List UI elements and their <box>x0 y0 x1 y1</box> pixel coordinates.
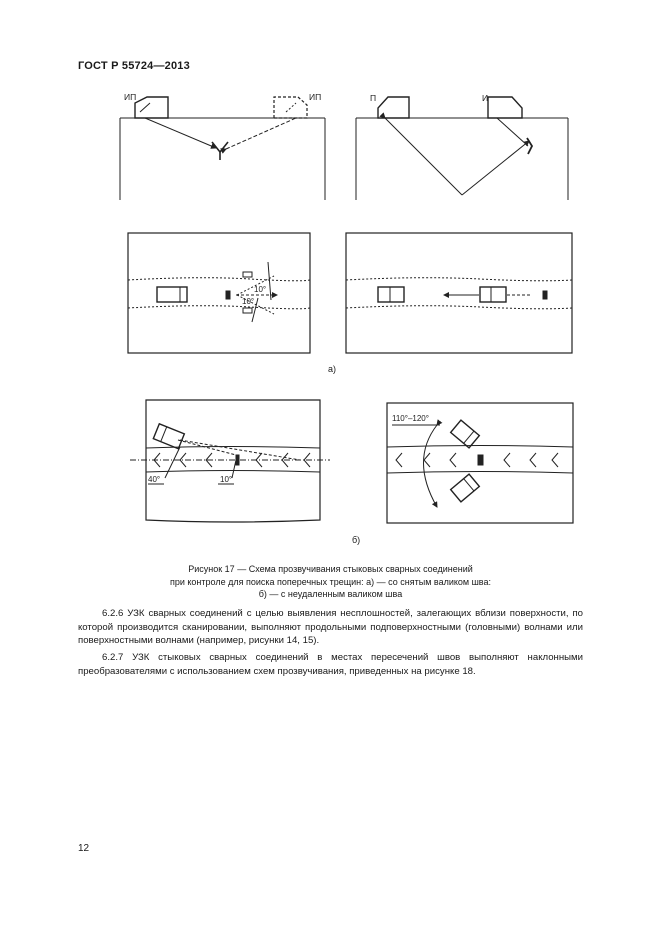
angle-10-bottom: 10° <box>242 297 255 306</box>
label-ip-left: ИП <box>124 92 137 102</box>
figure-caption <box>78 563 583 601</box>
angle-10-top: 10° <box>254 285 267 294</box>
label-i: И <box>482 93 489 103</box>
angle-40: 40° <box>148 475 161 484</box>
plan-view-a-left <box>128 233 310 353</box>
label-p: П <box>370 93 377 103</box>
paragraph-6-2-7: 6.2.7 УЗК стыковых сварных соединений в местах пересечений швов выполняют наклонными преобразователями с использованием схем прозвучивания, приведенных на рисунке 18. <box>78 652 583 677</box>
paragraph-6-2-6: 6.2.6 УЗК сварных соединений с целью выявления несплошностей, залегающих вблизи поверхности, по которой производится сканировании, выполняют продольными подповерхностными (головными) волнами или поверхностными волнами (например, рисунки 14, 15). <box>78 608 583 647</box>
angle-range: 110°–120° <box>392 414 429 423</box>
plan-view-a-right <box>346 233 572 353</box>
top-right-plate-diagram <box>356 97 568 200</box>
page-number: 12 <box>78 843 90 854</box>
document-header: ГОСТ Р 55724—2013 <box>78 60 190 72</box>
top-left-plate-diagram <box>120 97 325 200</box>
caption-line-3: б) — с неудаленным валиком шва <box>258 589 403 599</box>
subfigure-label-b: б) <box>352 535 361 545</box>
caption-line-2: при контроле для поиска поперечных трещин: а) — со снятым валиком шва: <box>169 576 491 587</box>
caption-line-1: Рисунок 17 — Схема прозвучивания стыковых сварных соединений <box>188 564 473 574</box>
plan-view-b-left <box>130 400 330 522</box>
label-ip-right: ИП <box>309 92 322 102</box>
subfigure-label-a: а) <box>328 364 337 374</box>
angle-10-b: 10° <box>220 475 233 484</box>
